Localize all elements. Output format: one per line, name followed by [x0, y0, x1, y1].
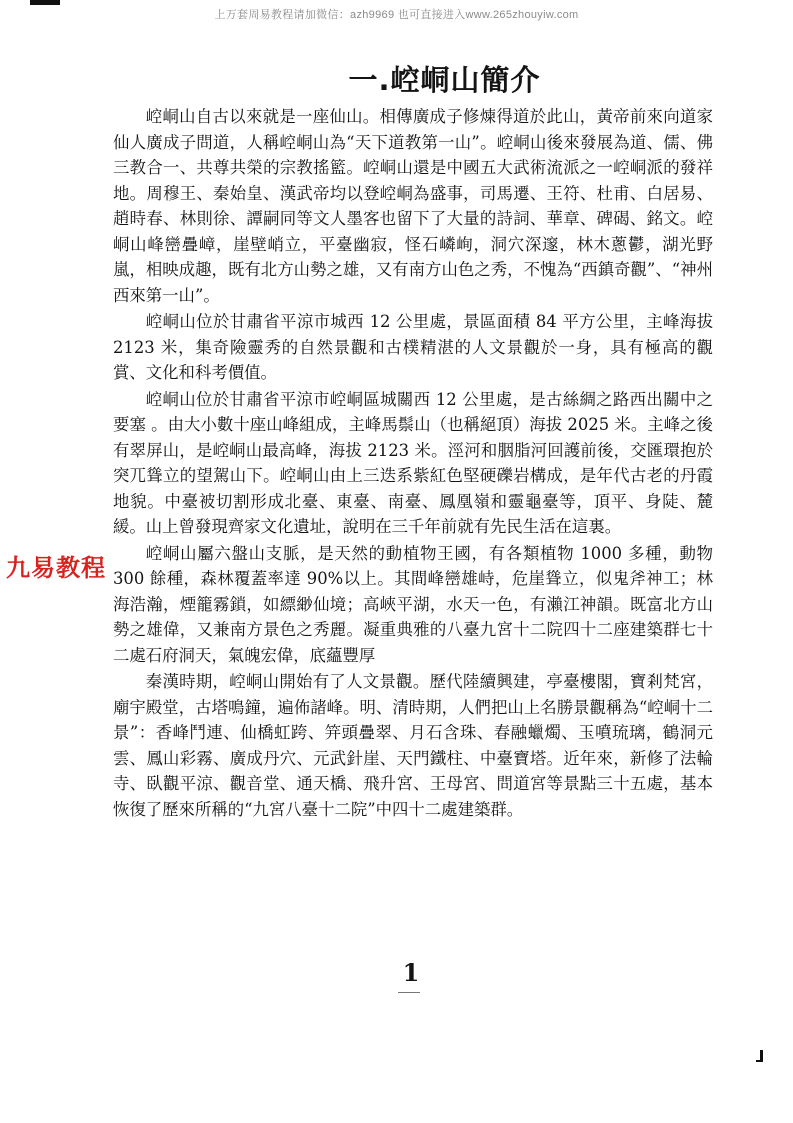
page-number-underline — [398, 992, 420, 993]
paragraph-history: 秦漢時期，崆峒山開始有了人文景觀。歷代陸續興建，亭臺樓閣，寶剎梵宮，廟宇殿堂，古塔鳴鐘，遍佈諸峰。明、清時期，人們把山上名勝景觀稱為“崆峒十二景”：香峰鬥連、仙橋虹跨、笄頭疊翠、月石含珠、春融蠟燭、玉噴琉璃，鶴洞元雲、鳳山彩霧、廣成丹穴、元武針崖、天門鐵柱、中臺寶塔。近年來，新修了法輪寺、臥觀平涼、觀音堂、通天橋、飛升宮、王母宮、問道宮等景點三十五處，基本恢復了歷來所稱的“九宮八臺十二院”中四十二處建築群。 — [113, 672, 713, 819]
paragraph-ecology: 崆峒山屬六盤山支脈，是天然的動植物王國，有各類植物 1000 多種，動物 300 餘種，森林覆蓋率達 90%以上。其間峰巒雄峙，危崖聳立，似鬼斧神工；林海浩瀚，煙籠霧鎖，如縹緲仙境；高峽平湖，水天一色，有瀨江神韻。既富北方山勢之雄偉，又兼南方景色之秀麗。凝重典雅的八臺九宮十二院四十二座建築群七十二處石府洞天，氣魄宏偉，底蘊豐厚 — [113, 543, 713, 665]
page-number: 1 — [402, 958, 420, 987]
top-banner: 上万套周易教程请加微信：azh9969 也可直接进入www.265zhouyiw.com — [214, 9, 579, 21]
watermark-logo: 九易教程 — [6, 554, 106, 582]
paragraph-geography: 崆峒山位於甘肅省平涼市崆峒區城關西 12 公里處，是古絲綢之路西出關中之要塞 。由大小數十座山峰組成，主峰馬鬃山（也稱絕頂）海拔 2025 米。主峰之後有翠屏山，是崆峒山最高峰，海拔 2123 米。涇河和胭脂河回護前後，交匯環抱於突兀聳立的望駕山下。崆峒山由上三迭系紫紅色堅硬礫岩構成，是年代古老的丹霞地貌。中臺被切割形成北臺、東臺、南臺、鳳凰嶺和靈龜臺等，頂平、身陡、麓緩。山上曾發現齊家文化遺址，說明在三千年前就有先民生活在這裏。 — [113, 389, 713, 536]
scan-corner-mark — [30, 0, 60, 5]
scan-edge-mark — [760, 1050, 763, 1062]
paragraph-location: 崆峒山位於甘肅省平涼市城西 12 公里處，景區面積 84 平方公里，主峰海拔 2123 米，集奇險靈秀的自然景觀和古樸精湛的人文景觀於一身，具有極高的觀賞、文化和科考價值。 — [113, 312, 713, 382]
paragraph-intro: 崆峒山自古以來就是一座仙山。相傳廣成子修煉得道於此山，黃帝前來向道家仙人廣成子問道，人稱崆峒山為“天下道教第一山”。崆峒山後來發展為道、儒、佛三教合一、共尊共榮的宗教搖籃。崆峒山還是中國五大武術流派之一崆峒派的發祥地。周穆王、秦始皇、漢武帝均以登崆峒為盛事，司馬遷、王符、杜甫、白居易、趙時春、林則徐、譚嗣同等文人墨客也留下了大量的詩詞、華章、碑碣、銘文。崆峒山峰巒疊嶂，崖壁峭立，平臺幽寂，怪石嶙峋，洞穴深邃，林木蔥鬱，湖光野嵐，相映成趣，既有北方山勢之雄，又有南方山色之秀，不愧為“西鎮奇觀”、“神州西來第一山”。 — [113, 107, 713, 305]
body-text — [113, 104, 713, 822]
page-title: 一.崆峒山簡介 — [348, 63, 541, 97]
